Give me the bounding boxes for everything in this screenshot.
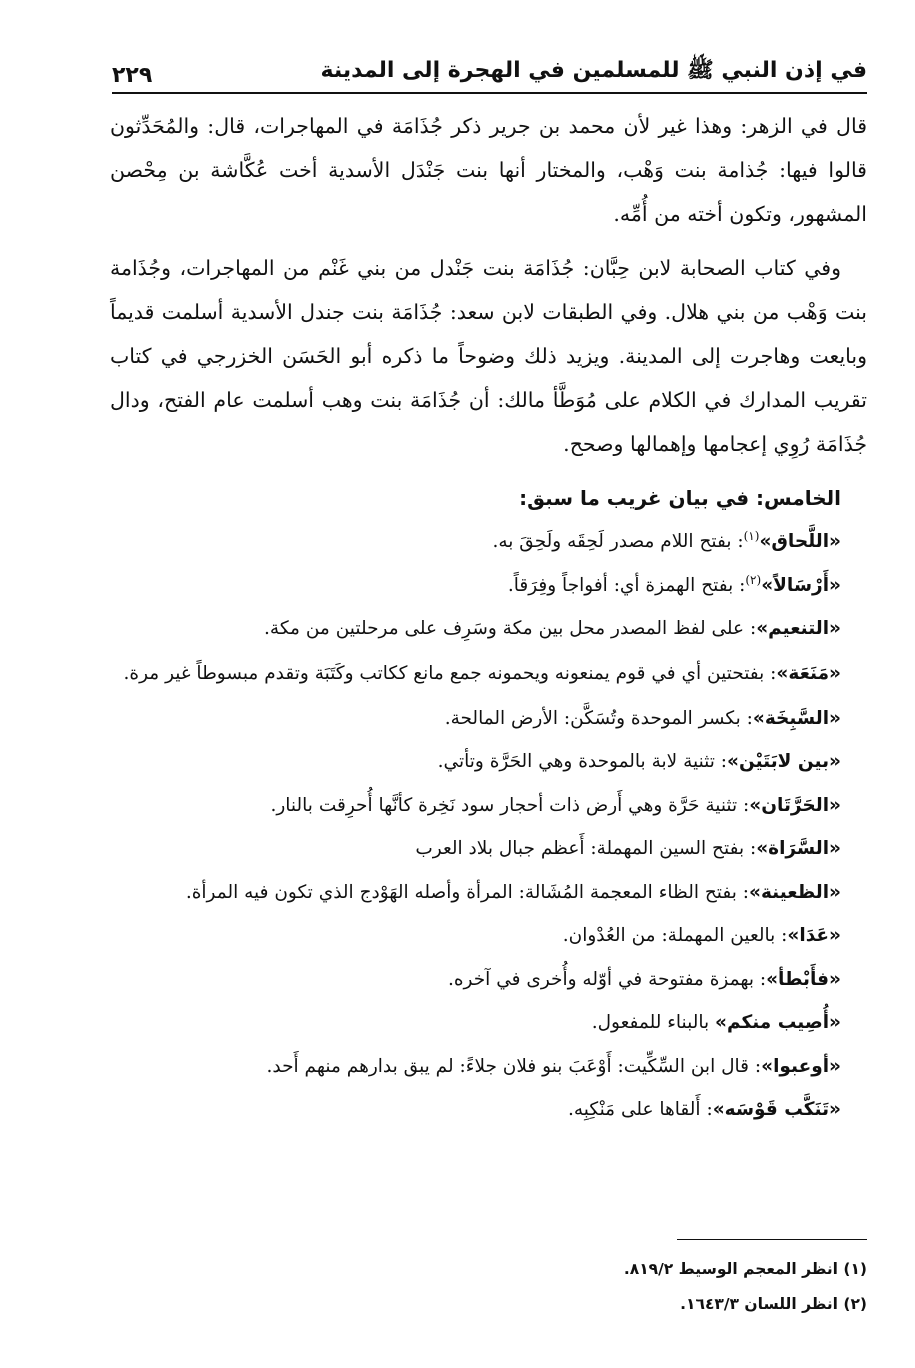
gloss-term: «فأَبْطأ» (766, 968, 841, 990)
gloss-item (110, 1088, 867, 1132)
glossary-list (110, 520, 867, 1132)
paragraph-zahr: قال في الزهر: وهذا غير لأن محمد بن جرير ذكر جُذَامَة في المهاجرات، قال: والمُحَدِّثون قالوا فيها: جُذامة بنت وَهْب، والمختار أنها بنت جَنْدَل الأسدية أخت عُكَّاشة بن مِحْصن المشهور، وتكون أخته من أُمِّه. (110, 114, 867, 226)
gloss-item (110, 1001, 867, 1045)
gloss-term: «أوعبوا» (761, 1055, 841, 1077)
gloss-text: : على لفظ المصدر محل بين مكة وسَرِف على مرحلتين من مكة. (264, 618, 757, 639)
gloss-text: : تثنية حَرَّة وهي أَرض ذات أحجار سود نَخِرة كأنَّها أُحرِقت بالنار. (270, 794, 750, 816)
gloss-item (110, 740, 867, 784)
header-divider (112, 92, 867, 94)
gloss-term: «اللَّحاق» (759, 531, 841, 552)
footnotes (110, 1252, 867, 1322)
running-title: في إذن النبي ﷺ للمسلمين في الهجرة إلى المدينة (320, 58, 867, 83)
gloss-item (110, 520, 867, 564)
gloss-text: : بفتح السين المهملة: أَعظم جبال بلاد العرب (415, 838, 757, 859)
gloss-text: بالبناء للمفعول. (591, 1012, 716, 1033)
gloss-text: : بفتحتين أي في قوم يمنعونه ويحمونه جمع مانع ككاتب وكَتَبَة وتقدم مبسوطاً غير مرة. (123, 662, 777, 684)
gloss-term: «الظعينة» (749, 881, 841, 903)
gloss-item (110, 784, 867, 828)
section-title: الخامس: في بيان غريب ما سبق: (519, 486, 841, 510)
gloss-term: «أُصِيب منكم» (715, 1012, 841, 1033)
gloss-item (110, 914, 867, 958)
gloss-item (110, 651, 867, 697)
gloss-item (110, 871, 867, 915)
paragraph-sahaba: وفي كتاب الصحابة لابن حِبَّان: جُذَامَة بنت جَنْدل من بني غَنْم من المهاجرات، وجُذَامة بنت وَهْب من بني هلال. وفي الطبقات لابن سعد: جُذَامَة بنت جندل الأسدية أسلمت قديماً وبايعت وهاجرت إلى المدينة. ويزيد ذلك وضوحاً ما ذكره أبو الحَسَن الخزرجي في كتاب تقريب المدارك في الكلام على مُوَطَّأ مالك: أن جُذَامَة بنت وهب أسلمت عام الفتح، ودال جُذَامَة رُوِي إعجامها وإهمالها وصحح. (110, 256, 867, 456)
gloss-text: : قال ابن السِّكِّيت: أَوْعَبَ بنو فلان جلاءً: لم يبق بدارهم منهم أَحد. (266, 1055, 762, 1077)
page-header (112, 52, 867, 88)
gloss-term: «السَّرَاة» (756, 838, 841, 859)
gloss-term: «تَنَكَّب قَوْسَه» (712, 1099, 841, 1120)
gloss-text: : تثنية لابة بالموحدة وهي الحَرَّة وتأتي. (437, 751, 728, 772)
main-text (110, 104, 867, 1132)
gloss-item (110, 827, 867, 871)
page-number: ٢٢٩ (112, 63, 153, 88)
gloss-term: «السَّبِخَة» (752, 707, 841, 729)
gloss-text: : بالعين المهملة: من العُدْوان. (562, 925, 788, 946)
gloss-item (110, 958, 867, 1002)
gloss-term: «بين لابَتَيْن» (727, 751, 841, 772)
gloss-item (110, 564, 867, 608)
gloss-text: : بفتح الظاء المعجمة المُشَالة: المرأة وأصله الهَوْدج الذي تكون فيه المرأة. (185, 881, 750, 903)
gloss-term: «التنعيم» (756, 618, 841, 639)
gloss-term: «مَنَعَة» (776, 662, 841, 684)
gloss-text: : بهمزة مفتوحة في أوّله وأُخرى في آخره. (447, 968, 767, 990)
gloss-text: : بفتح الهمزة أي: أفواجاً وفِرَقاً. (507, 574, 746, 596)
gloss-term: «الحَرَّتَان» (749, 794, 841, 816)
gloss-item (110, 1045, 867, 1089)
gloss-term: «أَرْسَالاً» (761, 574, 841, 596)
footnote-2: (٢) انظر اللسان ١٦٤٣/٣. (680, 1295, 867, 1313)
gloss-term: «عَدَا» (787, 925, 841, 946)
gloss-text: : أَلقاها على مَنْكِبِه. (567, 1099, 713, 1120)
gloss-item (110, 607, 867, 651)
gloss-item (110, 697, 867, 741)
footnote-1: (١) انظر المعجم الوسيط ٨١٩/٢. (623, 1260, 867, 1278)
footnote-ref: (٢) (745, 572, 762, 587)
footnote-divider (677, 1239, 867, 1240)
gloss-text: : بكسر الموحدة وتُسَكَّن: الأرض المالحة. (444, 707, 753, 729)
gloss-text: : بفتح اللام مصدر لَحِقَه ولَحِقَ به. (492, 531, 744, 552)
footnote-ref: (١) (743, 528, 760, 543)
